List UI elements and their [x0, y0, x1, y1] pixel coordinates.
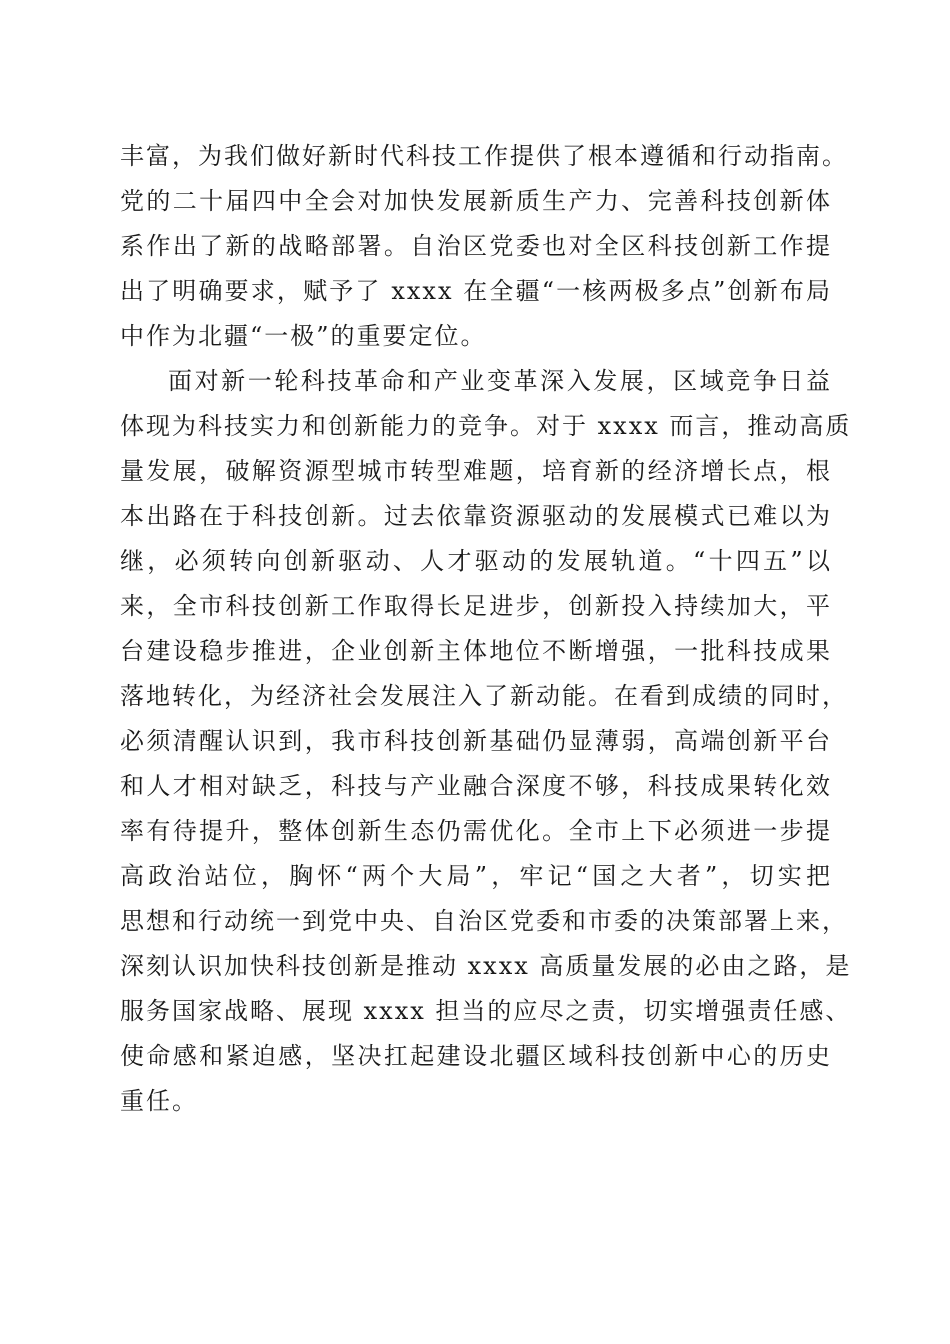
text-line: 率有待提升，整体创新生态仍需优化。全市上下必须进一步提: [120, 817, 832, 845]
text-line: 继，必须转向创新驱动、人才驱动的发展轨道。“十四五”以: [120, 547, 832, 575]
text-line: 必须清醒认识到，我市科技创新基础仍显薄弱，高端创新平台: [120, 727, 832, 755]
text-line: 出了明确要求，赋予了 xxxx 在全疆“一核两极多点”创新布局: [120, 277, 832, 305]
text-line: 体现为科技实力和创新能力的竞争。对于 xxxx 而言，推动高质: [120, 412, 852, 440]
text-line: 中作为北疆“一极”的重要定位。: [120, 322, 487, 350]
paragraph-2: [120, 359, 852, 1124]
text-line: 本出路在于科技创新。过去依靠资源驱动的发展模式已难以为: [120, 502, 832, 530]
text-line: 重任。: [120, 1087, 198, 1115]
text-line: 系作出了新的战略部署。自治区党委也对全区科技创新工作提: [120, 232, 832, 260]
text-line: 和人才相对缺乏，科技与产业融合深度不够，科技成果转化效: [120, 772, 832, 800]
text-line: 丰富，为我们做好新时代科技工作提供了根本遵循和行动指南。: [120, 142, 848, 170]
text-line: 党的二十届四中全会对加快发展新质生产力、完善科技创新体: [120, 187, 832, 215]
text-line: 来，全市科技创新工作取得长足进步，创新投入持续加大，平: [120, 592, 832, 620]
paragraph-1: [120, 134, 848, 359]
text-line: 服务国家战略、展现 xxxx 担当的应尽之责，切实增强责任感、: [120, 997, 852, 1025]
text-line: 思想和行动统一到党中央、自治区党委和市委的决策部署上来，: [120, 907, 848, 935]
text-line: 面对新一轮科技革命和产业变革深入发展，区域竞争日益: [168, 367, 832, 395]
text-line: 量发展，破解资源型城市转型难题，培育新的经济增长点，根: [120, 457, 832, 485]
text-line: 台建设稳步推进，企业创新主体地位不断增强，一批科技成果: [120, 637, 832, 665]
text-line: 落地转化，为经济社会发展注入了新动能。在看到成绩的同时，: [120, 682, 848, 710]
text-line: 高政治站位，胸怀“两个大局”，牢记“国之大者”，切实把: [120, 862, 832, 890]
text-line: 深刻认识加快科技创新是推动 xxxx 高质量发展的必由之路，是: [120, 952, 852, 980]
document-body: [120, 134, 852, 1124]
text-line: 使命感和紧迫感，坚决扛起建设北疆区域科技创新中心的历史: [120, 1042, 832, 1070]
